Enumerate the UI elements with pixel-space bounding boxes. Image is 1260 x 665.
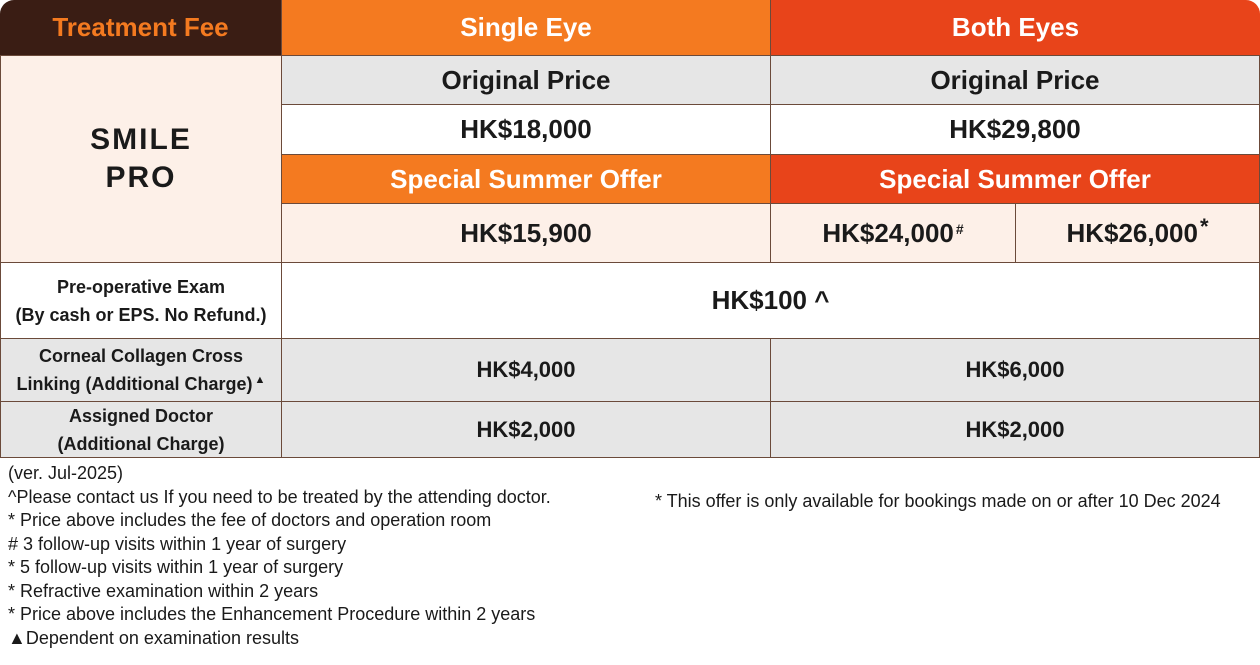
note-version: (ver. Jul-2025) <box>8 463 124 483</box>
both-eyes-header <box>771 0 1260 56</box>
assigned-doctor-both <box>771 402 1260 458</box>
treatment-fee-header-text: Treatment Fee <box>52 12 229 42</box>
original-price-both-value: HK$29,800 <box>949 114 1081 144</box>
summer-offer-both-a <box>771 204 1016 263</box>
cross-linking-both-value: HK$6,000 <box>965 357 1065 382</box>
assigned-doctor-label <box>0 402 282 458</box>
cross-linking-label-line1: Corneal Collagen Cross <box>38 346 244 366</box>
summer-offer-label-single-text: Special Summer Offer <box>390 163 662 194</box>
note-attending-doctor: ^Please contact us If you need to be treated by the attending doctor. <box>8 486 551 507</box>
summer-offer-single <box>282 204 771 263</box>
original-price-both <box>771 105 1260 155</box>
product-name <box>0 56 282 263</box>
hash-mark: # <box>955 221 964 237</box>
summer-offer-label-both-text: Special Summer Offer <box>879 163 1151 194</box>
footnotes <box>8 462 551 650</box>
treatment-fee-header <box>0 0 282 56</box>
note-exam-results: ▲Dependent on examination results <box>8 627 299 648</box>
original-price-single <box>282 105 771 155</box>
note-offer-availability: * This offer is only available for bookings made on or after 10 Dec 2024 <box>655 491 1221 511</box>
assigned-doctor-label-line2: (Additional Charge) <box>57 433 225 454</box>
summer-offer-both-b <box>1016 204 1260 263</box>
triangle-mark-icon: ▲ <box>254 374 266 386</box>
pre-op-exam-price <box>282 263 1260 339</box>
note-fee-includes: * Price above includes the fee of doctors and operation room <box>8 510 492 530</box>
pre-op-exam-price-value: HK$100 ^ <box>711 285 830 315</box>
note-3-follow-up: # 3 follow-up visits within 1 year of surgery <box>8 533 347 554</box>
note-5-follow-up: * 5 follow-up visits within 1 year of surgery <box>8 557 344 577</box>
cross-linking-single <box>282 339 771 402</box>
pre-op-exam-label <box>0 263 282 339</box>
note-refractive-exam: * Refractive examination within 2 years <box>8 580 319 601</box>
cross-linking-label <box>0 339 282 402</box>
summer-offer-label-single <box>282 155 771 204</box>
cross-linking-single-value: HK$4,000 <box>476 357 576 382</box>
cross-linking-label-line2: Linking (Additional Charge) <box>16 374 253 394</box>
single-eye-header-text: Single Eye <box>460 12 592 42</box>
original-price-label-both-text: Original Price <box>930 64 1100 95</box>
assigned-doctor-single <box>282 402 771 458</box>
both-eyes-header-text: Both Eyes <box>951 12 1080 42</box>
summer-offer-both-b-value: HK$26,000 <box>1066 217 1198 248</box>
pre-op-exam-label-line2: (By cash or EPS. No Refund.) <box>15 304 267 325</box>
cross-linking-label-line2-wrap <box>17 370 266 398</box>
original-price-label-single-text: Original Price <box>441 64 611 95</box>
original-price-label-both <box>771 56 1260 105</box>
assigned-doctor-single-value: HK$2,000 <box>476 416 576 442</box>
summer-offer-single-value: HK$15,900 <box>460 217 592 248</box>
original-price-label-single <box>282 56 771 105</box>
original-price-single-value: HK$18,000 <box>460 114 592 144</box>
summer-offer-label-both <box>771 155 1260 204</box>
assigned-doctor-both-value: HK$2,000 <box>965 416 1065 442</box>
product-name-line2: PRO <box>105 161 177 194</box>
assigned-doctor-label-line1: Assigned Doctor <box>68 405 214 426</box>
summer-offer-both-a-value: HK$24,000 <box>822 217 954 248</box>
cross-linking-both <box>771 339 1260 402</box>
single-eye-header <box>282 0 771 56</box>
pre-op-exam-label-line1: Pre-operative Exam <box>56 276 226 297</box>
asterisk-mark: * <box>1199 214 1209 239</box>
product-name-line1: SMILE <box>90 123 192 156</box>
note-enhancement: * Price above includes the Enhancement Procedure within 2 years <box>8 604 536 624</box>
